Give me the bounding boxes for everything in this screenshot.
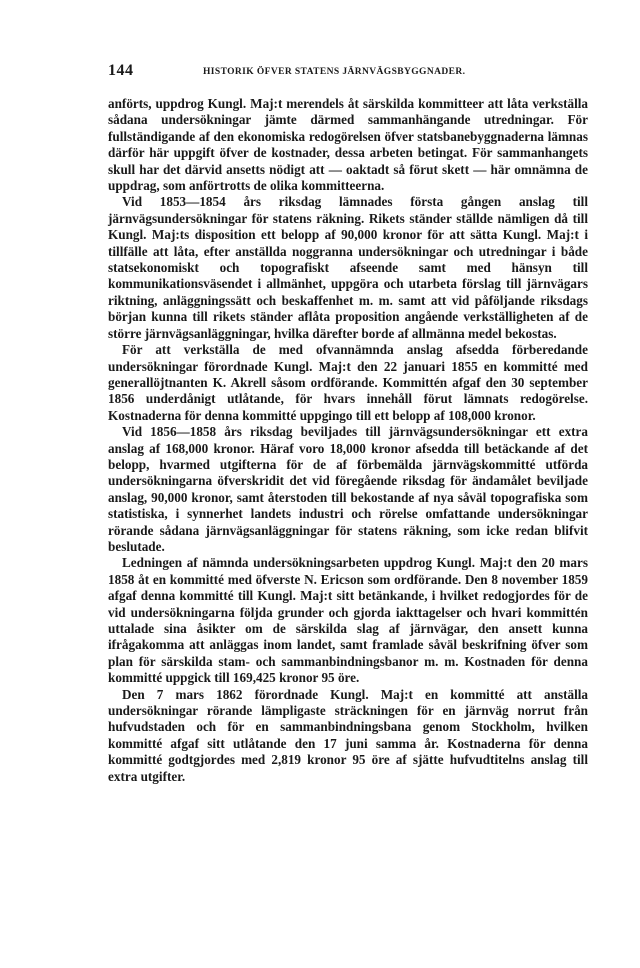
paragraph: Vid 1856—1858 års riksdag beviljades till järnvägsundersökningar ett extra anslag af 168,000 kronor. Häraf voro 18,000 kronor afsedda till betäckande af det belopp, hvarmed utgifterna för de af förbemälda järnvägskommitté utförda undersökningarna öfverskridit det vid föregående riksdag för ändamålet beviljade anslag, 90,000 kronor, samt återstoden till bekostande af nya såväl topografiska som statistiska, i synnerhet landets industri och rörelse omfattande undersökningar rörande sådana järnvägsanläggningar för statens räkning, som icke redan blifvit beslutade. [108, 424, 588, 554]
body-text [108, 96, 588, 785]
document-page [108, 62, 588, 785]
page-header [108, 62, 588, 84]
paragraph: För att verkställa de med ofvannämnda anslag afsedda förberedande undersökningar förordnade Kungl. Maj:t den 22 januari 1855 en kommitté med generallöjtnanten K. Akrell såsom ordförande. Kommittén afgaf den 30 september 1856 underdånigt utlåtande, för hvars innehåll förut lämnats redogörelse. Kostnaderna för denna kommitté uppgingo till ett belopp af 108,000 kronor. [108, 342, 588, 423]
running-title: HISTORIK ÖFVER STATENS JÄRNVÄGSBYGGNADER. [203, 67, 466, 77]
paragraph: Den 7 mars 1862 förordnade Kungl. Maj:t en kommitté att anställa undersökningar rörande lämpligaste sträckningen för en järnväg norrut från hufvudstaden och för en sammanbindningsbana genom Stockholm, hvilken kommitté afgaf sitt utlåtande den 17 juni samma år. Kostnaderna för denna kommitté godtgjordes med 2,819 kronor 95 öre af sjätte hufvudtitelns anslag till extra utgifter. [108, 686, 588, 784]
paragraph-continuation: anförts, uppdrog Kungl. Maj:t merendels åt särskilda kommitteer att låta verkställa sådana undersökningar jämte därmed sammanhängande utredningar. För fullständigande af den ekonomiska redogörelsen öfver statsbanebyggnaderna lämnas därför här uppgift öfver de kostnader, dessa arbeten betingat. För sammanhangets skull har det därvid ansetts nödigt att — oaktadt så förut skett — här omnämna de uppdrag, som anförtrotts de olika kommitteerna. [108, 96, 588, 194]
paragraph: Vid 1853—1854 års riksdag lämnades första gången anslag till järnvägsundersökningar för statens räkning. Rikets ständer ställde nämligen då till Kungl. Maj:ts disposition ett belopp af 90,000 kronor för att sätta Kungl. Maj:t i tillfälle att låta, efter anställda noggranna undersökningar och utredningar i både statsekonomiskt och topografiskt afseende samt med hänsyn till kommunikationsväsendet i allmänhet, uppgöra och utarbeta förslag till järnvägars riktning, anläggningssätt och beskaffenhet m. m. samt att vid påföljande riksdags början kunna till rikets ständer aflåta proposition angående verkställigheten af de större järnvägsanläggningar, hvilka därefter borde af allmänna medel bekostas. [108, 194, 588, 341]
paragraph: Ledningen af nämnda undersökningsarbeten uppdrog Kungl. Maj:t den 20 mars 1858 åt en kommitté med öfverste N. Ericson som ordförande. Den 8 november 1859 afgaf denna kommitté till Kungl. Maj:t sitt betänkande, i hvilket redogjordes för de vid undersökningarna följda grunder och gjorda iakttagelser och hvari kommittén uttalade sina åsikter om de särskilda slag af järnvägar, den ansett kunna ifrågakomma att anläggas inom landet, samt framlade såväl beskrifning öfver som plan för särskilda stam- och sammanbindningsbanor m. m. Kostnaden för denna kommitté uppgick till 169,425 kronor 95 öre. [108, 555, 588, 686]
page-number: 144 [108, 62, 134, 79]
